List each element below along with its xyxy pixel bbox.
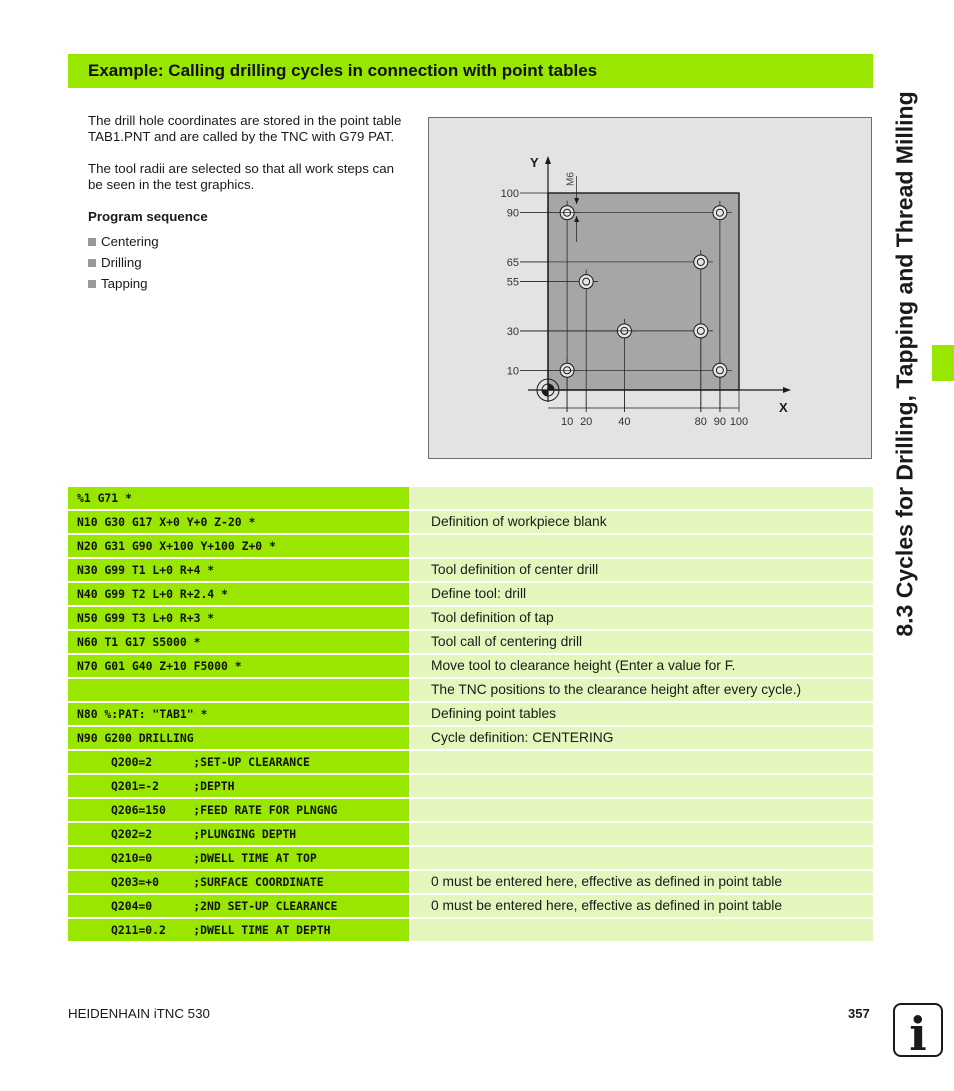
program-row [68, 727, 873, 749]
nc-code-cell [68, 487, 409, 509]
nc-code-cell [68, 631, 409, 653]
chapter-title-text: 8.3 Cycles for Drilling, Tapping and Thread Milling [891, 91, 918, 637]
bullet-square-icon [88, 280, 96, 288]
program-row [68, 871, 873, 893]
program-row [68, 559, 873, 581]
info-icon [893, 1003, 943, 1057]
description-cell [411, 559, 873, 581]
drill-hole-outer [694, 255, 708, 269]
x-axis-arrowhead [783, 387, 791, 393]
x-tick-label: 80 [694, 416, 707, 428]
nc-code-text: Q203=+0 ;SURFACE COORDINATE [111, 875, 324, 889]
nc-code-cell [68, 919, 409, 941]
y-tick-label: 55 [506, 276, 519, 289]
nc-code-cell [68, 871, 409, 893]
description-text [411, 490, 431, 505]
workpiece-drawing-svg [429, 118, 871, 458]
program-row [68, 799, 873, 821]
nc-code-text: N90 G200 DRILLING [77, 731, 194, 745]
description-cell [411, 919, 873, 941]
program-row [68, 535, 873, 557]
nc-code-cell [68, 799, 409, 821]
nc-code-cell [68, 655, 409, 677]
description-text: Tool definition of tap [431, 610, 554, 625]
nc-code-cell [68, 775, 409, 797]
origin-symbol-quadrant [542, 390, 548, 396]
description-text [411, 754, 431, 769]
description-text: 0 must be entered here, effective as defined in point table [431, 874, 783, 889]
workpiece-drawing [428, 117, 872, 459]
description-cell [411, 895, 873, 917]
section-title-bar [68, 54, 873, 88]
intro-text [88, 113, 406, 297]
footer-manual-title: HEIDENHAIN iTNC 530 [68, 1006, 210, 1021]
nc-code-text: N70 G01 G40 Z+10 F5000 * [77, 659, 242, 673]
description-cell [411, 631, 873, 653]
nc-code-text: N30 G99 T1 L+0 R+4 * [77, 563, 215, 577]
sequence-step [88, 276, 406, 292]
description-cell [411, 511, 873, 533]
x-tick-label: 90 [713, 416, 727, 428]
nc-code-text: N40 G99 T2 L+0 R+2.4 * [77, 587, 228, 601]
program-row [68, 679, 873, 701]
program-row [68, 583, 873, 605]
nc-code-cell [68, 823, 409, 845]
description-cell [411, 607, 873, 629]
description-cell [411, 823, 873, 845]
nc-code-cell [68, 559, 409, 581]
nc-code-text: N80 %:PAT: "TAB1" * [77, 707, 208, 721]
description-cell [411, 703, 873, 725]
nc-code-text: N20 G31 G90 X+100 Y+100 Z+0 * [77, 539, 276, 553]
x-tick-label: 100 [729, 416, 749, 428]
description-text: 0 must be entered here, effective as defined in point table [431, 898, 783, 913]
x-tick-label: 10 [560, 416, 574, 428]
nc-code-cell [68, 751, 409, 773]
nc-code-cell [68, 727, 409, 749]
program-row [68, 631, 873, 653]
x-tick-label: 20 [580, 416, 593, 428]
program-row [68, 823, 873, 845]
program-sequence-heading: Program sequence [88, 209, 208, 224]
bullet-square-icon [88, 259, 96, 267]
description-text: Definition of workpiece blank [431, 514, 607, 529]
sequence-step-label: Centering [101, 234, 159, 249]
description-cell [411, 751, 873, 773]
y-tick-label: 100 [500, 188, 519, 200]
program-row [68, 703, 873, 725]
description-text: Defining point tables [431, 706, 557, 721]
intro-paragraph-2: The tool radii are selected so that all work steps can be seen in the test graphics. [88, 161, 394, 192]
info-glyph: i [909, 1007, 927, 1057]
y-tick-label: 90 [506, 207, 519, 220]
nc-code-cell [68, 895, 409, 917]
description-cell [411, 871, 873, 893]
sequence-step-label: Tapping [101, 276, 148, 291]
description-text [411, 802, 431, 817]
drill-hole-outer [713, 363, 727, 377]
x-tick-label: 40 [618, 416, 631, 428]
description-cell [411, 487, 873, 509]
program-row [68, 919, 873, 941]
nc-code-text: Q210=0 ;DWELL TIME AT TOP [111, 851, 317, 865]
description-text [411, 538, 431, 553]
description-cell [411, 847, 873, 869]
y-tick-label: 10 [506, 365, 519, 378]
sequence-step-label: Drilling [101, 255, 142, 270]
nc-code-text: Q206=150 ;FEED RATE FOR PLNGNG [111, 803, 338, 817]
description-text: The TNC positions to the clearance height after every cycle.) [431, 682, 802, 697]
program-row [68, 487, 873, 509]
nc-code-cell [68, 511, 409, 533]
x-axis-label: X [779, 400, 788, 415]
nc-code-cell [68, 703, 409, 725]
description-cell [411, 583, 873, 605]
program-row [68, 655, 873, 677]
description-text [411, 826, 431, 841]
thread-size-label: M6 [565, 172, 577, 186]
drill-hole-outer [579, 275, 593, 289]
description-cell [411, 679, 873, 701]
nc-code-text: %1 G71 * [77, 491, 132, 505]
program-row [68, 751, 873, 773]
nc-code-text: Q211=0.2 ;DWELL TIME AT DEPTH [111, 923, 331, 937]
nc-code-text: Q201=-2 ;DEPTH [111, 779, 235, 793]
drill-hole-outer [713, 206, 727, 220]
description-text: Cycle definition: CENTERING [431, 730, 614, 745]
program-row [68, 775, 873, 797]
description-text [411, 922, 431, 937]
chapter-tab-marker [932, 345, 954, 381]
program-row [68, 607, 873, 629]
program-row [68, 895, 873, 917]
nc-code-text: Q202=2 ;PLUNGING DEPTH [111, 827, 297, 841]
nc-code-text: N50 G99 T3 L+0 R+3 * [77, 611, 215, 625]
sequence-step [88, 255, 406, 271]
y-axis-arrowhead [545, 156, 551, 164]
program-row [68, 847, 873, 869]
nc-code-text [68, 683, 77, 697]
intro-paragraph-1: The drill hole coordinates are stored in the point table TAB1.PNT and are called by the TNC with G79 PAT. [88, 113, 402, 144]
nc-code-text: Q200=2 ;SET-UP CLEARANCE [111, 755, 310, 769]
program-listing [68, 487, 873, 943]
description-text [411, 778, 431, 793]
nc-code-cell [68, 583, 409, 605]
bullet-square-icon [88, 238, 96, 246]
description-cell [411, 655, 873, 677]
y-tick-label: 30 [506, 325, 519, 338]
description-cell [411, 775, 873, 797]
description-text: Tool definition of center drill [431, 562, 599, 577]
drill-hole-outer [694, 324, 708, 338]
description-text: Define tool: drill [431, 586, 527, 601]
nc-code-cell [68, 847, 409, 869]
y-axis-label: Y [530, 155, 539, 170]
description-cell [411, 727, 873, 749]
nc-code-text: N60 T1 G17 S5000 * [77, 635, 201, 649]
description-cell [411, 799, 873, 821]
section-title: Example: Calling drilling cycles in connection with point tables [88, 61, 598, 80]
nc-code-cell [68, 607, 409, 629]
program-row [68, 511, 873, 533]
description-text: Move tool to clearance height (Enter a value for F. [431, 658, 736, 673]
page-number: 357 [848, 1006, 870, 1021]
y-tick-label: 65 [506, 256, 519, 269]
description-text [411, 850, 431, 865]
nc-code-text: Q204=0 ;2ND SET-UP CLEARANCE [111, 899, 338, 913]
nc-code-text: N10 G30 G17 X+0 Y+0 Z-20 * [77, 515, 256, 529]
nc-code-cell [68, 679, 409, 701]
description-cell [411, 535, 873, 557]
nc-code-cell [68, 535, 409, 557]
description-text: Tool call of centering drill [431, 634, 583, 649]
sequence-step [88, 234, 406, 250]
